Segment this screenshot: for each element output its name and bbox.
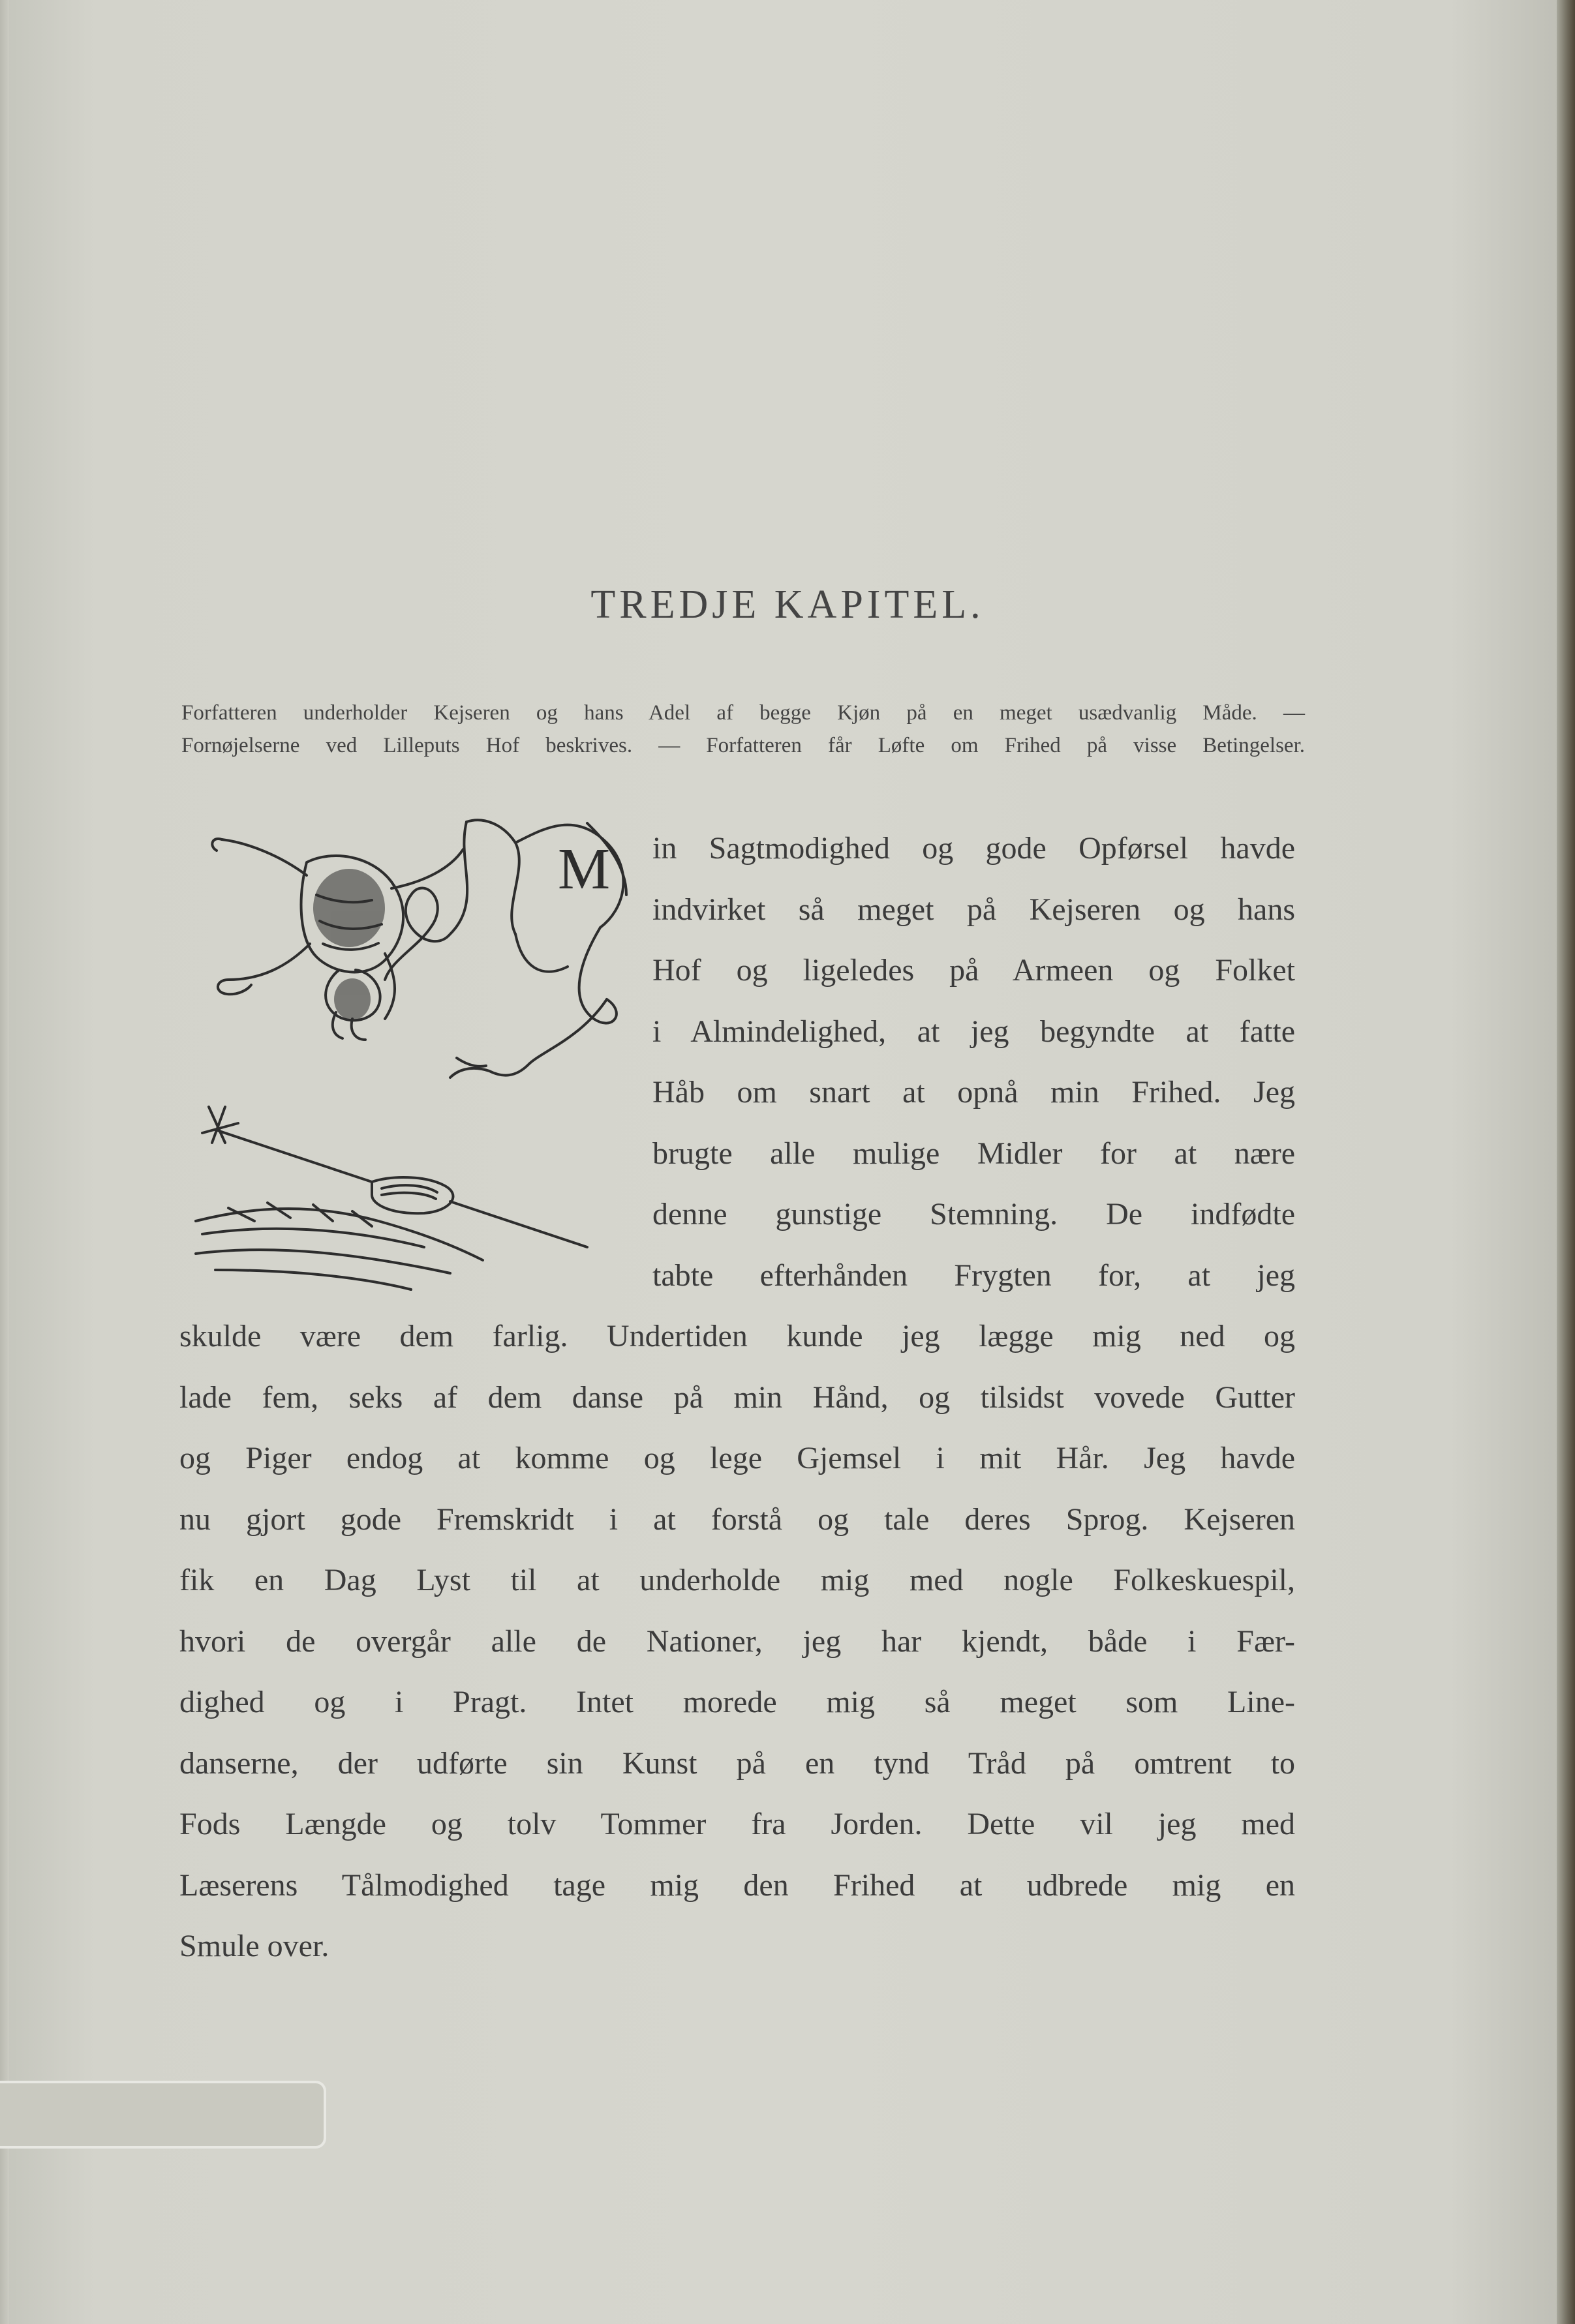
body-line: brugte alle mulige Midler for at nære — [652, 1136, 1295, 1171]
page-right-edge — [1557, 0, 1575, 2324]
body-line: Læserens Tålmodighed tage mig den Frihed at udbrede mig en — [179, 1867, 1295, 1903]
summary-line: Forfatteren underholder Kejseren og hans Adel af begge Kjøn på en meget usædvanlig Måde. — — [181, 701, 1305, 725]
body-line: danserne, der udførte sin Kunst på en tynd Tråd på omtrent to — [179, 1745, 1295, 1781]
library-label-outline — [0, 2081, 326, 2149]
body-line: lade fem, seks af dem danse på min Hånd, og tilsidst vovede Gutter — [179, 1380, 1295, 1415]
body-text-narrow-column — [652, 818, 1295, 1306]
page-left-edge — [0, 0, 9, 2324]
body-line: fik en Dag Lyst til at underholde mig med nogle Folkeskuespil, — [179, 1563, 1295, 1597]
chapter-summary — [181, 697, 1305, 762]
body-line: Smule over. — [179, 1929, 329, 1963]
chapter-title: TREDJE KAPITEL. — [590, 582, 985, 627]
drop-cap: M — [558, 837, 611, 901]
body-line: nu gjort gode Fremskridt i at forstå og tale deres Sprog. Kejseren — [179, 1502, 1295, 1537]
body-text-full-column — [179, 1306, 1295, 1977]
body-line: skulde være dem farlig. Undertiden kunde jeg lægge mig ned og — [179, 1319, 1295, 1353]
summary-line: Fornøjelserne ved Lilleputs Hof beskrives. — Forfatteren får Løfte om Frihed på visse Betingelser. — [181, 734, 1305, 757]
body-line: in Sagtmodighed og gode Opførsel havde — [652, 831, 1295, 866]
body-line: indvirket så meget på Kejseren og hans — [652, 892, 1295, 927]
body-line: denne gunstige Stemning. De indfødte — [652, 1197, 1295, 1231]
body-line: tabte efterhånden Frygten for, at jeg — [652, 1258, 1295, 1293]
body-line: Håb om snart at opnå min Frihed. Jeg — [652, 1075, 1295, 1109]
body-line: dighed og i Pragt. Intet morede mig så meget som Line- — [179, 1685, 1295, 1719]
body-line: og Piger endog at komme og lege Gjemsel i mit Hår. Jeg havde — [179, 1441, 1295, 1475]
body-line: hvori de overgår alle de Nationer, jeg har kjendt, både i Fær- — [179, 1623, 1295, 1659]
body-line: Fods Længde og tolv Tommer fra Jorden. Dette vil jeg med — [179, 1807, 1295, 1841]
body-line: Hof og ligeledes på Armeen og Folket — [652, 953, 1295, 988]
body-line: i Almindelighed, at jeg begyndte at fatte — [652, 1014, 1295, 1049]
tumbling-figure-illustration — [176, 804, 659, 1299]
